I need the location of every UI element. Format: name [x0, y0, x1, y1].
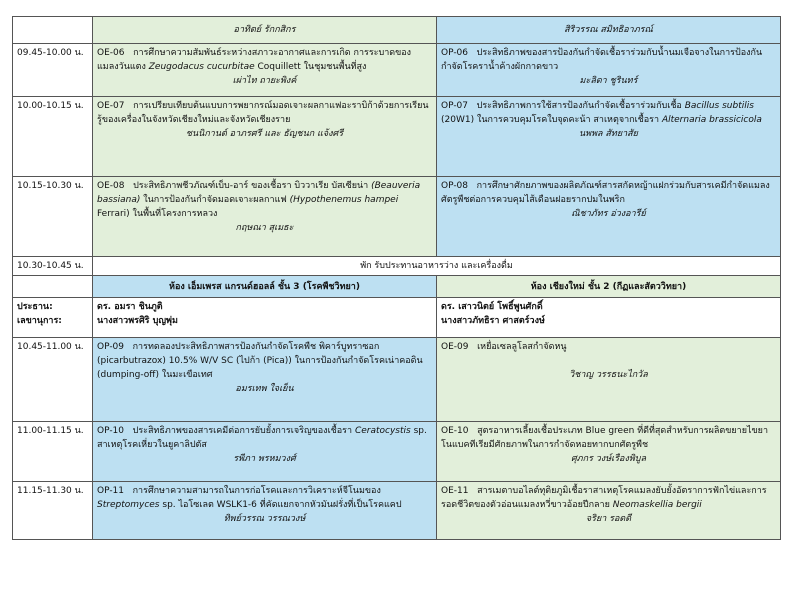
secretary-name: นางสาวภัทธิรา ศาสตร์วงษ์: [441, 316, 545, 326]
talk-cell-right: [437, 422, 781, 482]
talk-code: OE-11: [441, 486, 469, 496]
talk-code: OE-08: [97, 181, 125, 191]
time-cell-empty: [13, 276, 93, 298]
talk-sci-name: Bacillus subtilis: [684, 101, 754, 111]
chair-name: ดร. เสาวนิตย์ โพธิ์พูนศักดิ์: [441, 302, 543, 312]
talk-code: OP-07: [441, 101, 469, 111]
break-row: [13, 257, 781, 276]
talk-author: กฤษณา สุเมธะ: [235, 223, 294, 233]
time-cell: 10.30-10.45 น.: [13, 257, 93, 276]
talk-title: สารเมตาบอไลต์ทุติยภูมิเชื้อราสาเหตุโรคแมลงยับยั้งอัตราการฟักไข่และการรอดชีวิตของตัวอ่อนแมลงหวี่ขาวอ้อยปีกลาย: [441, 486, 767, 510]
session1-chair-row: [13, 17, 781, 44]
talk-author: ทิพย์วรรณ วรรณวงษ์: [223, 514, 306, 524]
talk-title-cont: Coquillett ในชุมชนพื้นที่สูง: [257, 62, 367, 72]
talk-title: การศึกษาความสามารถในการก่อโรคและการวิเคราะห์จีโนมของ: [132, 486, 381, 496]
chair-label: ประธาน:: [17, 302, 53, 312]
talk-code: OE-07: [97, 101, 125, 111]
talk-cell-right: [437, 177, 781, 257]
talk-code: OP-08: [441, 181, 469, 191]
chair-right: สิริวรรณ สมิทธิอาภรณ์: [437, 17, 781, 44]
talk-title: การเปรียบเทียบต้นแบบการพยากรณ์มอดเจาะผลกาแฟอะราบิก้าด้วยการเรียนรู้ของเครื่องในจังหวัดเชียงใหม่และจังหวัดเชียงราย: [97, 101, 429, 125]
time-cell: 11.00-11.15 น.: [13, 422, 93, 482]
talk-code: OP-10: [97, 426, 125, 436]
talk-sci-name: Neomaskellia bergii: [612, 500, 702, 510]
talk-sci-name: Streptomyces: [97, 500, 160, 510]
officers-right: [437, 298, 781, 338]
talk-title-cont-2: Ferrari) ในพื้นที่โครงการหลวง: [97, 209, 218, 219]
talk-title: ประสิทธิภาพชีวภัณฑ์เบ็บ-อาร์ ของเชื้อรา บิววาเรีย บัสเซียน่า: [133, 181, 369, 191]
table-row: [13, 482, 781, 540]
chair-left: อาทิตย์ รักกสิกร: [93, 17, 437, 44]
talk-cell-left: [93, 97, 437, 177]
talk-author: ชนนิกานต์ อาภรศรี และ ธัญชนก แจ้งศรี: [185, 129, 344, 139]
talk-code: OP-06: [441, 48, 469, 58]
talk-title-cont: sp. สาเหตุโรคเหี่ยวในยูคาลิปตัส: [97, 426, 427, 450]
room-row: [13, 276, 781, 298]
talk-title: ประสิทธิภาพการใช้สารป้องกันกำจัดเชื้อราร่วมกับเชื้อ: [476, 101, 682, 111]
time-cell-empty: [13, 17, 93, 44]
talk-cell-right: [437, 97, 781, 177]
talk-title: การศึกษาศักยภาพของผลิตภัณฑ์สารสกัดหญ้าแฝกร่วมกับสารเคมีกำจัดแมลงศัตรูพืชต่อการควบคุมไส้เดือนฝอยรากปมในพริก: [441, 181, 770, 205]
time-cell: 11.15-11.30 น.: [13, 482, 93, 540]
talk-author: รพีภา พรหมวงศ์: [233, 454, 296, 464]
room-left: ห้อง เอ็มเพรส แกรนด์ฮอลล์ ชั้น 3 (โรคพืชวิทยา): [93, 276, 437, 298]
chair-name: ดร. อมรา ชินภูติ: [97, 302, 163, 312]
talk-title: ประสิทธิภาพของสารเคมีต่อการยับยั้งการเจริญของเชื้อรา: [132, 426, 353, 436]
talk-cell-right: [437, 44, 781, 97]
talk-title-cont: (20W1) ในการควบคุมโรคใบจุดคะน้า สาเหตุจากเชื้อรา: [441, 115, 660, 125]
time-cell: 10.15-10.30 น.: [13, 177, 93, 257]
talk-sci-name: Ceratocystis: [354, 426, 411, 436]
break-text: พัก รับประทานอาหารว่าง และเครื่องดื่ม: [93, 257, 781, 276]
talk-author: อมรเทพ ใจเย็น: [235, 384, 294, 394]
talk-code: OP-11: [97, 486, 125, 496]
table-row: [13, 422, 781, 482]
talk-cell-left: [93, 44, 437, 97]
table-row: [13, 44, 781, 97]
talk-sci-name: Zeugodacus cucurbitae: [148, 62, 255, 72]
role-labels: [13, 298, 93, 338]
table-row: [13, 177, 781, 257]
talk-cell-left: [93, 338, 437, 422]
talk-author: มะลิดา ชูรินทร์: [579, 76, 638, 86]
talk-author: เผ่าไท ถายะพิงค์: [232, 76, 297, 86]
talk-code: OE-06: [97, 48, 125, 58]
table-row: [13, 97, 781, 177]
time-cell: 10.00-10.15 น.: [13, 97, 93, 177]
chair-secretary-row: [13, 298, 781, 338]
talk-cell-left: [93, 177, 437, 257]
talk-cell-right: [437, 482, 781, 540]
schedule-table: [12, 16, 781, 540]
talk-title: การทดลองประสิทธิภาพสารป้องกันกำจัดโรคพืช พิคาร์บูทราซอก (picarbutrazox) 10.5% W/V SC (ไปก้า (Pica)) ในการป้องกันกำจัดโรคเน่าคอดิน (dumping-off) ในมะเขือเทศ: [97, 342, 423, 380]
time-cell: 09.45-10.00 น.: [13, 44, 93, 97]
talk-author: จริยา รอดดี: [585, 514, 632, 524]
talk-title: สูตรอาหารเลี้ยงเชื้อประเภท Blue green ที่ดีที่สุดสำหรับการผลิตขยายไขยาโนแบคทีเรียมีศักยภาพในการกำจัดหอยทากบกศัตรูพืช: [441, 426, 768, 450]
talk-code: OE-09: [441, 342, 469, 352]
talk-code: OP-09: [97, 342, 125, 352]
talk-author: ศุภกร วงษ์เรืองพิบูล: [570, 454, 647, 464]
talk-sci-name: (Beauveria bassiana): [97, 181, 421, 205]
secretary-label: เลขานุการ:: [17, 316, 62, 326]
talk-cell-right: [437, 338, 781, 422]
talk-code: OE-10: [441, 426, 469, 436]
secretary-name: นางสาวพรศิริ บุญพุ่ม: [97, 316, 178, 326]
talk-cell-left: [93, 422, 437, 482]
talk-title-cont: sp. ไอโซเลต WSLK1-6 ที่คัดแยกจากหัวมันฝรั่งที่เป็นโรคแคป: [162, 500, 402, 510]
talk-title-cont: ในการป้องกันกำจัดมอดเจาะผลกาแฟ: [143, 195, 287, 205]
talk-author: นพพล สัทยาสัย: [579, 129, 638, 139]
talk-sci-name-2: Alternaria brassicicola: [661, 115, 762, 125]
time-cell: 10.45-11.00 น.: [13, 338, 93, 422]
talk-title: การศึกษาความสัมพันธ์ระหว่างสภาวะอากาศและการเกิด การระบาดของแมลงวันแตง: [97, 48, 412, 72]
talk-sci-name-2: (Hypothenemus hampei: [289, 195, 399, 205]
talk-title: ประสิทธิภาพของสารป้องกันกำจัดเชื้อราร่วมกับน้ำนมเจือจางในการป้องกันกำจัดโรคราน้ำค้างผักกาดขาว: [441, 48, 763, 72]
talk-cell-left: [93, 482, 437, 540]
officers-left: [93, 298, 437, 338]
talk-title: เหยื่อเซลลูโลสกำจัดหนู: [477, 342, 567, 352]
table-row: [13, 338, 781, 422]
talk-author: วิชาญ วรรธนะไกวัล: [569, 370, 648, 380]
room-right: ห้อง เชียงใหม่ ชั้น 2 (กีฏและสัตววิทยา): [437, 276, 781, 298]
talk-author: ณิชาภัทร อ่วงอารีย์: [571, 209, 646, 219]
